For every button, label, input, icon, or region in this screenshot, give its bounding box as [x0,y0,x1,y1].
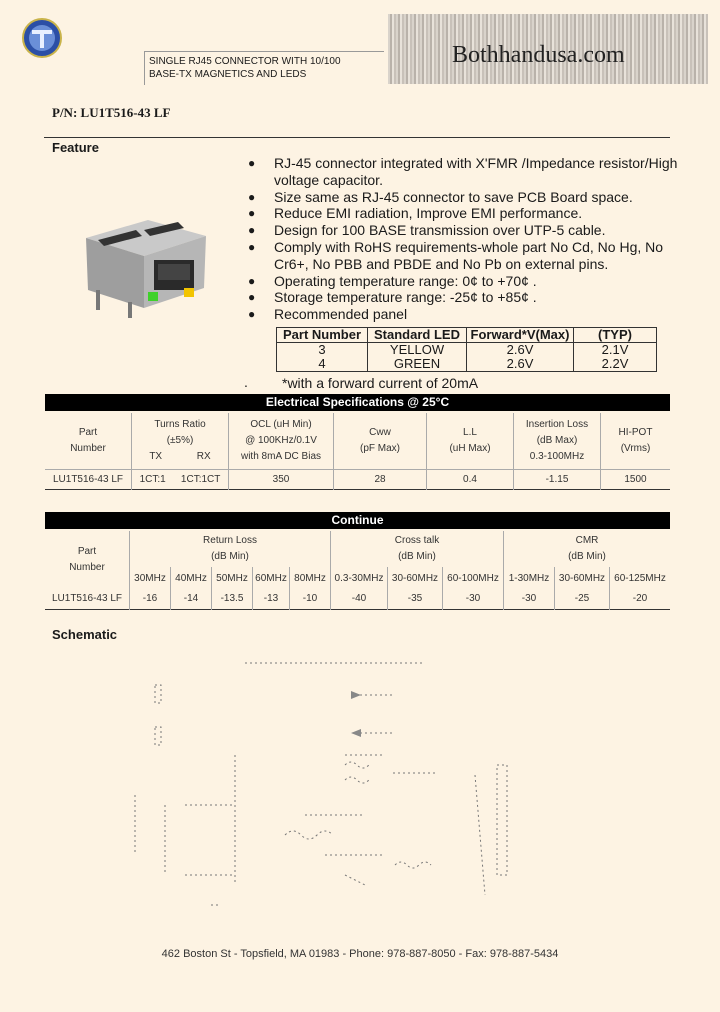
led-cell: YELLOW [368,343,467,358]
feature-item: ● Design for 100 BASE transmission over UTP-5 cable. [248,222,688,239]
rj45-connector-image [78,210,218,320]
led-header: Standard LED [368,328,467,343]
header-text: OCL (uH Min) [250,418,312,430]
freq-header: 60-125MHz [614,572,666,584]
spec-cell: 350 [229,469,334,489]
continue-cell: -25 [555,589,610,609]
header-text: (pF Max) [360,442,400,454]
spec-header-ll [427,413,514,469]
freq-header: 30MHz [130,567,171,589]
header-text: Return Loss [203,535,257,546]
spec-header-turns [132,413,229,469]
freq-header: 1-30MHz [504,567,555,589]
footer-contact: 462 Boston St - Topsfield, MA 01983 - Phone: 978-887-8050 - Fax: 978-887-5434 [161,948,559,960]
led-header: Part Number [277,328,368,343]
header-text: Part [77,546,97,557]
feature-item: ● Size same as RJ-45 connector to save PCB Board space. [248,189,688,206]
led-cell: 2.1V [574,343,657,358]
spec-header-cww [334,413,427,469]
subtitle-line-2: BASE-TX MAGNETICS AND LEDS [149,69,307,80]
feature-item: ● Comply with RoHS requirements-whole part No Cd, No Hg, No Cr6+, No PBB and PBDE and No Pb on external pins. [248,239,688,273]
header-text: Part [78,426,98,438]
continue-cell: -40 [331,589,388,609]
header-rx: RX [196,450,211,462]
header-text: (dB Min) [211,551,249,562]
header-text: L.L [463,426,477,438]
divider [44,137,670,138]
freq-header: 60MHz [253,567,290,589]
header-text: Cww [369,426,391,438]
spec-cell-rx: 1CT:1CT [180,473,221,485]
header-text: with 8mA DC Bias [240,450,322,462]
led-header: Forward*V(Max) [467,328,574,343]
freq-header: 80MHz [290,567,331,589]
feature-list [248,155,688,323]
continue-cell: -30 [443,589,504,609]
led-cell: 2.2V [574,357,657,372]
continue-title: Continue [45,512,670,529]
brand-name: Bothhandusa.com [452,42,625,68]
header-text: Turns Ratio [154,418,206,430]
green-led-icon [148,292,158,301]
spec-cell: LU1T516-43 LF [45,469,132,489]
continue-group-cmr [504,531,671,567]
product-subtitle [144,51,384,85]
spec-cell-tx: 1CT:1 [139,473,166,485]
spec-header-ocl [229,413,334,469]
feature-title: Feature [52,140,99,155]
header-text: Cross talk [394,535,440,546]
led-note: *with a forward current of 20mA [282,375,479,391]
led-cell: 4 [277,357,368,372]
feature-item: ● Recommended panel [248,306,688,323]
company-logo [22,18,62,58]
freq-header: 40MHz [171,567,212,589]
schematic-title: Schematic [52,627,118,642]
feature-item: ● Operating temperature range: 0¢ to +70¢ . [248,273,688,290]
freq-header: 50MHz [212,567,253,589]
freq-header: 0.3-30MHz [331,567,388,589]
header-text: (dB Max) [536,434,578,446]
feature-item: ● Reduce EMI radiation, Improve EMI performance. [248,205,688,222]
freq-header: 30-60MHz [555,567,610,589]
freq-header: 30-60MHz [388,567,443,589]
freq-header: 60-100MHz [443,567,504,589]
feature-item: ● RJ-45 connector integrated with X'FMR /Impedance resistor/High voltage capacitor. [248,155,688,189]
header-text: Insertion Loss [525,418,589,430]
continue-cell: -10 [290,589,331,609]
led-cell: GREEN [368,357,467,372]
led-header: (TYP) [574,328,657,343]
continue-cell: -16 [130,589,171,609]
note-bullet: . [244,374,248,390]
continue-cell: -30 [504,589,555,609]
header-text: (dB Min) [568,551,606,562]
continue-cell: -13.5 [212,589,253,609]
schematic-diagram [125,655,545,915]
led-cell: 3 [277,343,368,358]
part-number-title: P/N: LU1T516-43 LF [52,105,171,120]
header-text: Number [70,442,106,454]
electrical-spec-title: Electrical Specifications @ 25°C [45,394,670,411]
spec-cell: -1.15 [514,469,601,489]
continue-cell: -14 [171,589,212,609]
spec-cell: 28 [334,469,427,489]
spec-header-hipot [601,413,671,469]
header-text: HI-POT [618,426,653,438]
header-tx: TX [149,450,163,462]
header-text: (dB Min) [398,551,436,562]
continue-cell: -35 [388,589,443,609]
header-text: 0.3-100MHz [529,450,585,462]
spec-cell: 1500 [624,473,647,485]
continue-cell: -20 [632,593,648,605]
spec-header-insertion [514,413,601,469]
led-cell: 2.6V [467,343,574,358]
header-text: CMR [575,535,599,546]
spec-cell [132,469,229,489]
header-text: Number [69,562,105,573]
header-text: (uH Max) [449,442,491,454]
continue-cell: LU1T516-43 LF [45,589,130,609]
led-table [276,327,657,372]
spec-cell: 0.4 [427,469,514,489]
yellow-led-icon [184,288,194,297]
continue-table [45,531,670,610]
brand-banner [388,14,708,84]
electrical-spec-table [45,413,670,490]
header-text: (Vrms) [620,442,651,454]
subtitle-line-1: SINGLE RJ45 CONNECTOR WITH 10/100 [149,56,341,67]
continue-group-crosstalk [331,531,504,567]
continue-cell: -13 [253,589,290,609]
feature-item: ● Storage temperature range: -25¢ to +85¢ . [248,289,688,306]
continue-header-part [45,531,130,589]
header-text: (±5%) [166,434,194,446]
spec-header-part [45,413,132,469]
continue-group-return-loss [130,531,331,567]
led-cell: 2.6V [467,357,574,372]
header-text: @ 100KHz/0.1V [245,434,317,446]
header-text [132,449,228,465]
